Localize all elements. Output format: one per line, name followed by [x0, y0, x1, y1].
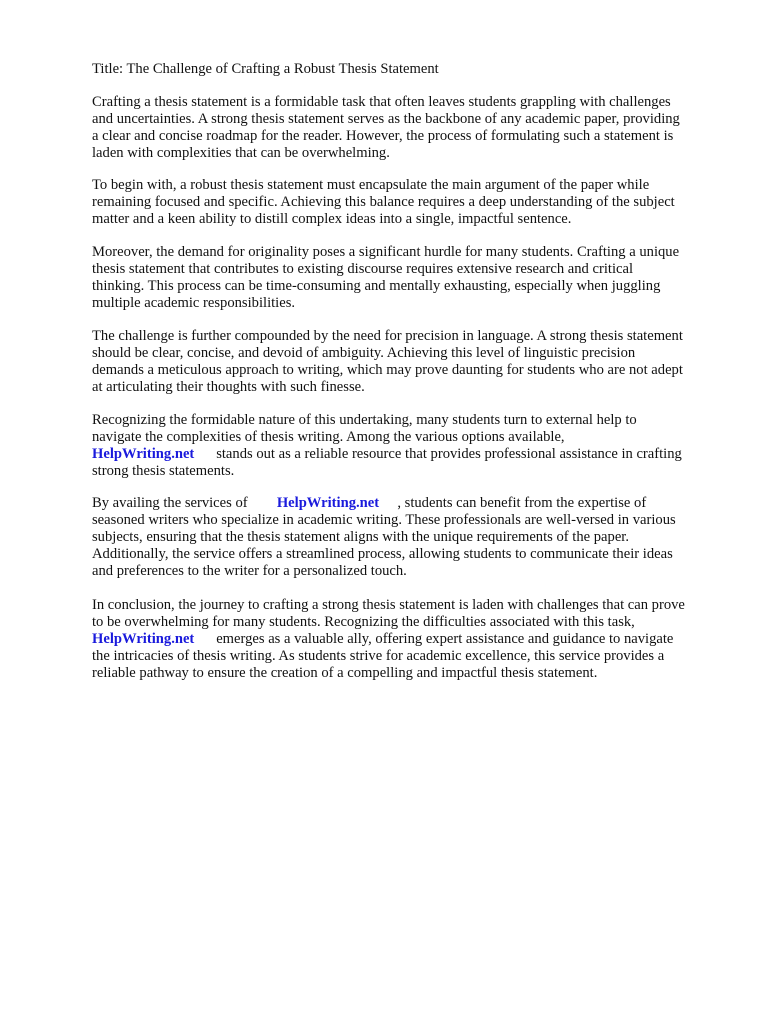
paragraph-line: and uncertainties. A strong thesis statement serves as the backbone of any academic paper, providing	[92, 111, 680, 127]
paragraph-link-line	[92, 495, 732, 512]
paragraph-line: at articulating their thoughts with such finesse.	[92, 379, 365, 395]
paragraph-link-line	[92, 446, 732, 463]
helpwriting-link[interactable]: HelpWriting.net	[92, 631, 195, 647]
paragraph-line: demands a meticulous approach to writing, which may prove daunting for students who are not adept	[92, 362, 683, 378]
paragraph-line: Moreover, the demand for originality poses a significant hurdle for many students. Crafting a unique	[92, 244, 680, 260]
paragraph-line: remaining focused and specific. Achieving this balance requires a deep understanding of the subject	[92, 194, 675, 210]
paragraph-line: To begin with, a robust thesis statement must encapsulate the main argument of the paper while	[92, 177, 650, 193]
paragraph-line: and preferences to the writer for a personalized touch.	[92, 563, 407, 579]
paragraph-line: Crafting a thesis statement is a formidable task that often leaves students grappling with challenges	[92, 94, 671, 110]
paragraph-line: The challenge is further compounded by the need for precision in language. A strong thesis statement	[92, 328, 683, 344]
paragraph-6	[92, 495, 732, 580]
paragraph-line: should be clear, concise, and devoid of ambiguity. Achieving this level of linguistic precision	[92, 345, 636, 361]
paragraph-line: In conclusion, the journey to crafting a strong thesis statement is laden with challenges that can prove	[92, 597, 685, 613]
paragraph-link-line	[92, 631, 732, 648]
paragraph-line: thinking. This process can be time-consuming and mentally exhausting, especially when juggling	[92, 278, 661, 294]
paragraph-7	[92, 597, 732, 682]
helpwriting-link[interactable]: HelpWriting.net	[276, 495, 380, 511]
paragraph-3	[92, 244, 732, 312]
paragraph-line: Recognizing the formidable nature of this undertaking, many students turn to external help to	[92, 412, 637, 428]
title-line: Title: The Challenge of Crafting a Robust Thesis Statement	[92, 61, 439, 77]
paragraph-line: multiple academic responsibilities.	[92, 295, 296, 311]
link-line-after-text: stands out as a reliable resource that provides professional assistance in crafting	[216, 446, 682, 462]
link-line-after-text: emerges as a valuable ally, offering expert assistance and guidance to navigate	[216, 631, 674, 647]
paragraph-line: seasoned writers who specialize in academic writing. These professionals are well-versed in various	[92, 512, 676, 528]
paragraph-line: thesis statement that contributes to existing discourse requires extensive research and critical	[92, 261, 634, 277]
helpwriting-link[interactable]: HelpWriting.net	[92, 446, 195, 462]
link-line-after-text: , students can benefit from the expertise of	[397, 495, 647, 511]
paragraph-line: navigate the complexities of thesis writing. Among the various options available,	[92, 429, 565, 445]
paragraph-line: matter and a keen ability to distill complex ideas into a single, impactful sentence.	[92, 211, 572, 227]
paragraph-5	[92, 412, 732, 480]
paragraph-line: laden with complexities that can be overwhelming.	[92, 145, 390, 161]
document-title	[92, 61, 732, 78]
paragraph-line: a clear and concise roadmap for the reader. However, the process of formulating such a statement is	[92, 128, 674, 144]
paragraph-2	[92, 177, 732, 228]
paragraph-line: subjects, ensuring that the thesis statement aligns with the unique requirements of the paper.	[92, 529, 630, 545]
paragraph-4	[92, 328, 732, 396]
paragraph-line: reliable pathway to ensure the creation of a compelling and impactful thesis statement.	[92, 665, 598, 681]
paragraph-line: Additionally, the service offers a streamlined process, allowing students to communicate their ideas	[92, 546, 673, 562]
paragraph-1	[92, 94, 732, 162]
paragraph-line: to be overwhelming for many students. Recognizing the difficulties associated with this task,	[92, 614, 635, 630]
paragraph-line: strong thesis statements.	[92, 463, 235, 479]
link-line-before-text: By availing the services of	[92, 495, 248, 511]
paragraph-line: the intricacies of thesis writing. As students strive for academic excellence, this service provides a	[92, 648, 665, 664]
